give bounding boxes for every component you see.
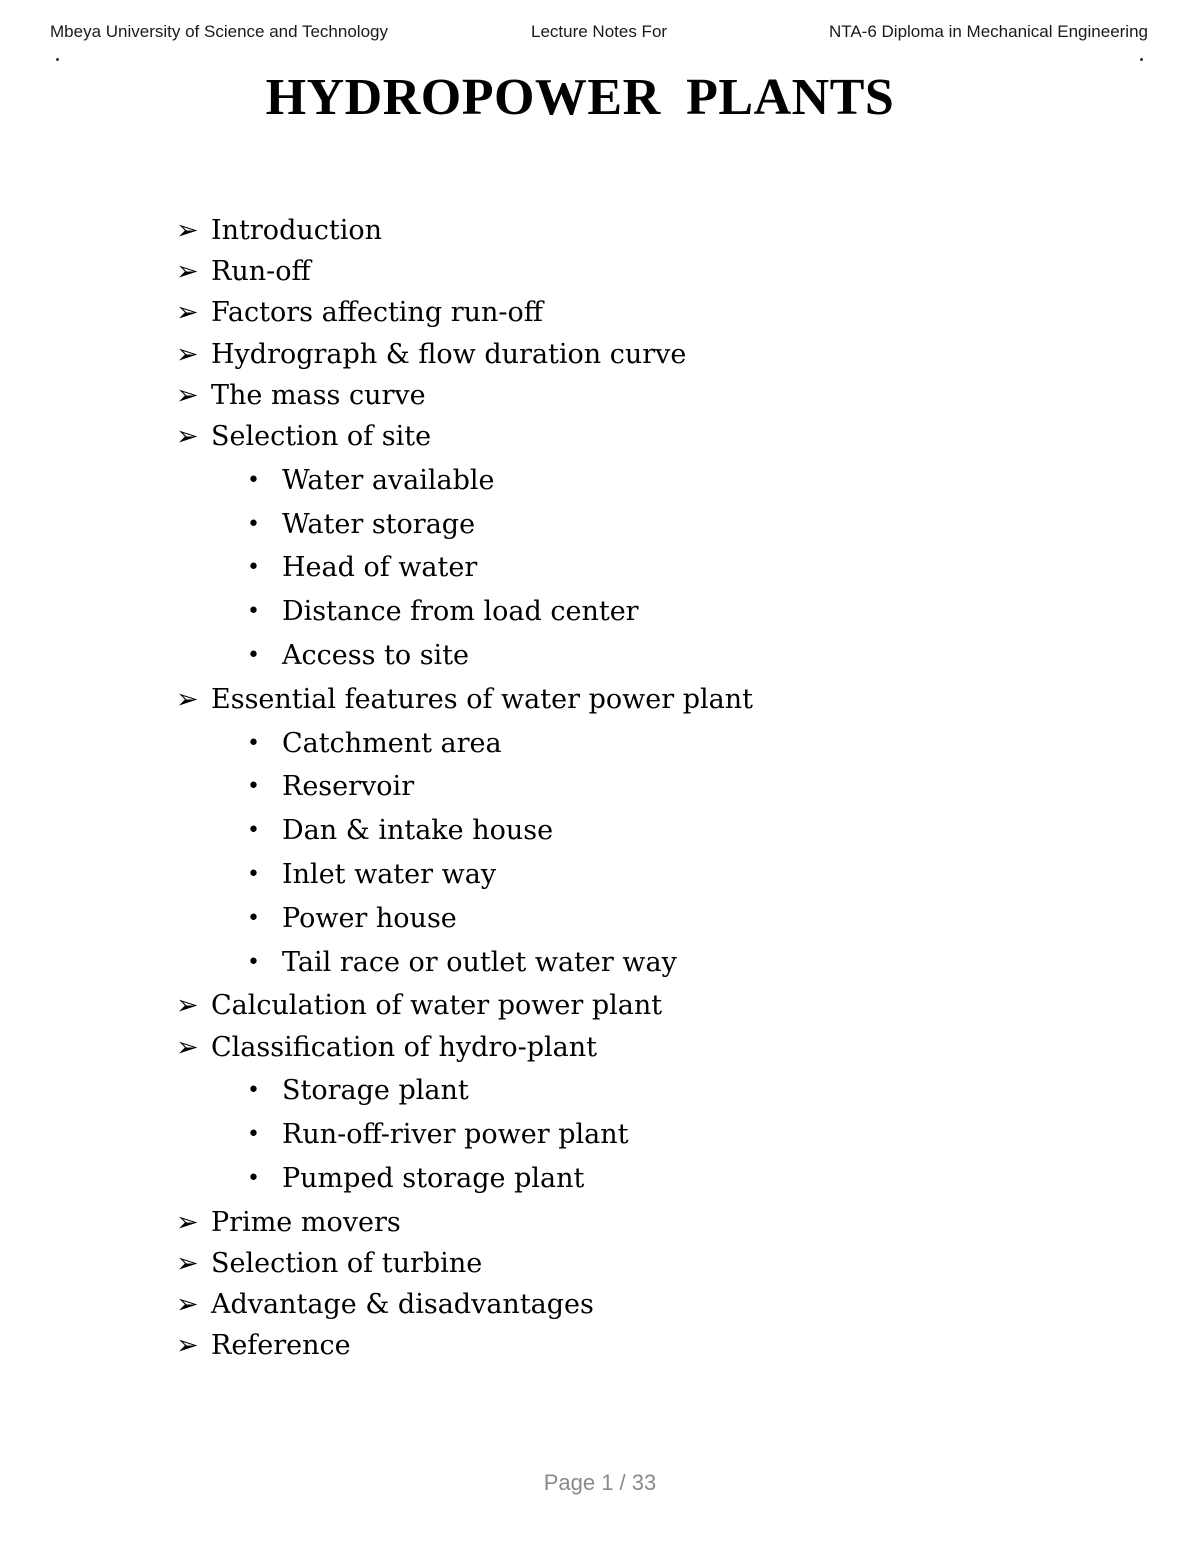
dot-bullet-icon: • (247, 731, 260, 756)
outline-text: Access to site (282, 640, 470, 671)
outline-topic (176, 214, 382, 248)
outline-text: Storage plant (282, 1075, 469, 1106)
dot-bullet-icon: • (247, 1122, 260, 1147)
outline-subtopic (247, 1162, 584, 1198)
outline-text: Introduction (211, 215, 382, 246)
page-header (0, 22, 1200, 46)
outline-text: Power house (282, 903, 457, 934)
outline-topic (176, 296, 543, 330)
outline-topic (176, 338, 686, 372)
outline-text: Catchment area (282, 728, 502, 759)
outline-subtopic (247, 1074, 469, 1110)
outline-topic (176, 379, 426, 413)
outline-subtopic (247, 902, 457, 938)
outline-topic (176, 420, 431, 454)
outline-text: Reservoir (282, 771, 415, 802)
arrow-bullet-icon: ➢ (176, 1248, 199, 1279)
outline-text: Essential features of water power plant (211, 684, 753, 715)
dot-bullet-icon: • (247, 818, 260, 843)
header-institution: Mbeya University of Science and Technology (50, 22, 388, 41)
outline-text: Reference (211, 1330, 351, 1361)
outline-text: Tail race or outlet water way (282, 947, 677, 978)
arrow-bullet-icon: ➢ (176, 380, 199, 411)
outline-text: Head of water (282, 552, 478, 583)
outline-subtopic (247, 508, 475, 544)
arrow-bullet-icon: ➢ (176, 1330, 199, 1361)
outline-text: Water storage (282, 509, 476, 540)
header-program: NTA-6 Diploma in Mechanical Engineering (828, 22, 1148, 41)
arrow-bullet-icon: ➢ (176, 421, 199, 452)
dot-bullet-icon: • (247, 950, 260, 975)
outline-subtopic (247, 551, 477, 587)
page-title: HYDROPOWER PLANTS (265, 69, 895, 126)
dot-bullet-icon: • (247, 862, 260, 887)
dot-bullet-icon: • (247, 774, 260, 799)
arrow-bullet-icon: ➢ (176, 339, 199, 370)
outline-text: Distance from load center (282, 596, 639, 627)
outline-text: Run-off (211, 256, 311, 287)
outline-text: Inlet water way (282, 859, 497, 890)
outline-subtopic (247, 595, 639, 631)
outline-subtopic (247, 464, 495, 500)
arrow-bullet-icon: ➢ (176, 1207, 199, 1238)
outline-subtopic (247, 770, 414, 806)
arrow-bullet-icon: ➢ (176, 990, 199, 1021)
outline-text: Advantage & disadvantages (211, 1289, 594, 1320)
outline-topic (176, 1031, 597, 1065)
outline-text: Selection of site (211, 421, 432, 452)
outline-topic (176, 683, 753, 717)
outline-topic (176, 1206, 401, 1240)
arrow-bullet-icon: ➢ (176, 297, 199, 328)
header-dot-right (1140, 58, 1143, 61)
outline-subtopic (247, 1118, 628, 1154)
outline-text: The mass curve (211, 380, 426, 411)
arrow-bullet-icon: ➢ (176, 1289, 199, 1320)
outline-subtopic (247, 858, 496, 894)
dot-bullet-icon: • (247, 906, 260, 931)
outline-text: Calculation of water power plant (211, 990, 663, 1021)
outline-text: Prime movers (211, 1207, 401, 1238)
outline-topic (176, 1288, 594, 1322)
dot-bullet-icon: • (247, 599, 260, 624)
outline-text: Hydrograph & flow duration curve (211, 339, 687, 370)
outline-text: Selection of turbine (211, 1248, 483, 1279)
outline-topic (176, 255, 311, 289)
outline-text: Water available (282, 465, 495, 496)
dot-bullet-icon: • (247, 555, 260, 580)
arrow-bullet-icon: ➢ (176, 684, 199, 715)
outline-text: Pumped storage plant (282, 1163, 585, 1194)
outline-text: Dan & intake house (282, 815, 554, 846)
outline-topic (176, 1247, 482, 1281)
dot-bullet-icon: • (247, 468, 260, 493)
dot-bullet-icon: • (247, 643, 260, 668)
dot-bullet-icon: • (247, 1078, 260, 1103)
outline-text: Factors affecting run-off (211, 297, 543, 328)
outline-subtopic (247, 727, 502, 763)
dot-bullet-icon: • (247, 512, 260, 537)
arrow-bullet-icon: ➢ (176, 256, 199, 287)
outline-subtopic (247, 946, 677, 982)
arrow-bullet-icon: ➢ (176, 215, 199, 246)
outline-text: Classification of hydro-plant (211, 1032, 597, 1063)
outline-subtopic (247, 639, 469, 675)
outline-topic (176, 989, 662, 1023)
page-indicator: Page 1 / 33 (543, 1470, 657, 1495)
header-lecture-notes: Lecture Notes For (531, 22, 668, 41)
outline-text: Run-off-river power plant (282, 1119, 629, 1150)
dot-bullet-icon: • (247, 1166, 260, 1191)
outline-topic (176, 1329, 351, 1363)
arrow-bullet-icon: ➢ (176, 1032, 199, 1063)
outline-subtopic (247, 814, 553, 850)
header-dot-left (56, 58, 59, 61)
